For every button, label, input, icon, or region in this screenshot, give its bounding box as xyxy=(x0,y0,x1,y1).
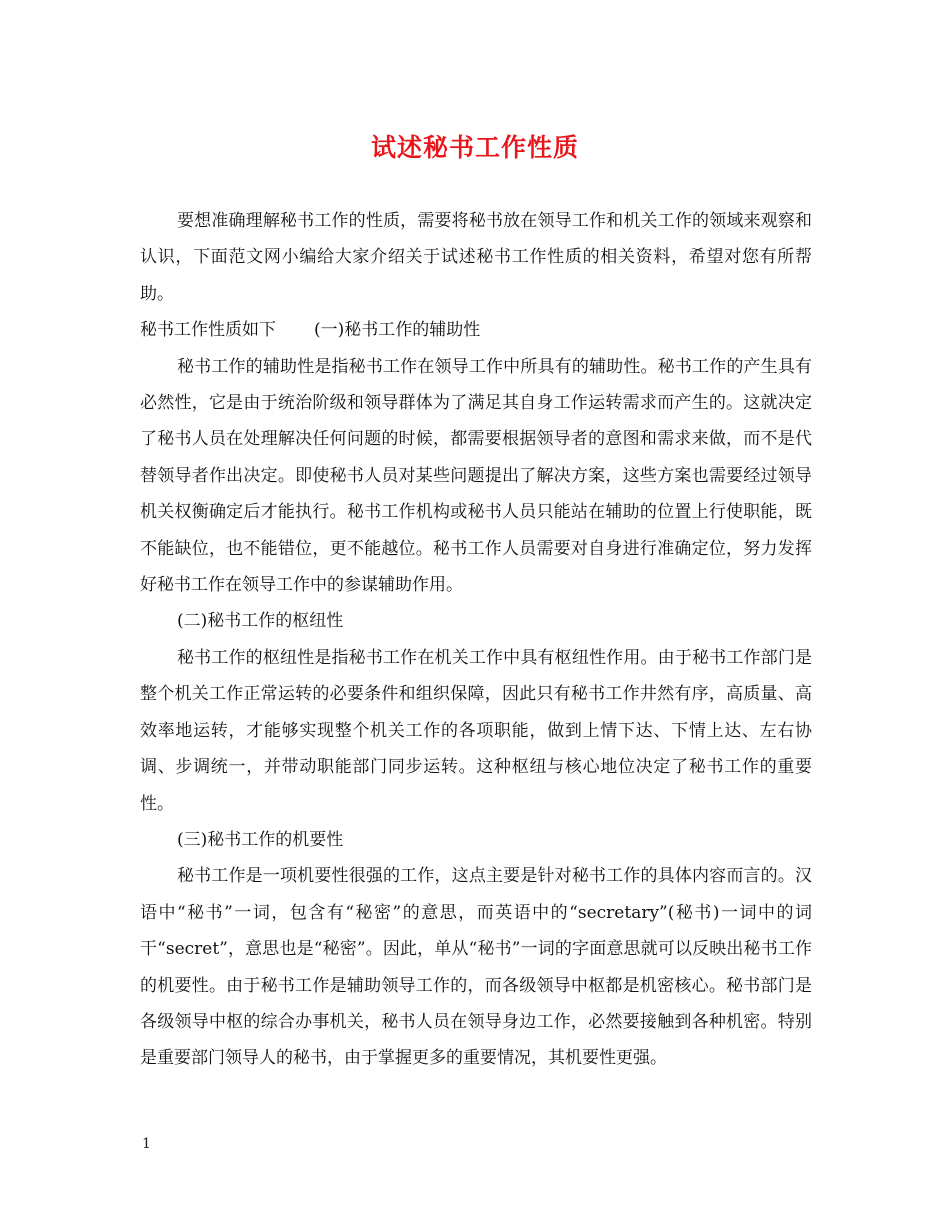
document-title: 试述秘书工作性质 xyxy=(370,133,579,162)
section-3-paragraph: 秘书工作是一项机要性很强的工作，这点主要是针对秘书工作的具体内容而言的。汉语中“秘书”一词，包含有“秘密”的意思，而英语中的“secretary”(秘书)一词中的词干“secret”，意思也是“秘密”。因此，单从“秘书”一词的字面意思就可以反映出秘书工作的机要性。由于秘书工作是辅助领导工作的，而各级领导中枢都是机密核心。秘书部门是各级领导中枢的综合办事机关，秘书人员在领导身边工作，必然要接触到各种机密。特别是重要部门领导人的秘书，由于掌握更多的重要情况，其机要性更强。 xyxy=(140,866,812,1069)
document-body xyxy=(140,203,812,1077)
section-intro-line xyxy=(140,312,812,348)
section-heading-1: (一)秘书工作的辅助性 xyxy=(314,320,481,341)
intro-label: 秘书工作性质如下 xyxy=(140,320,276,341)
page-number: 1 xyxy=(142,1136,151,1152)
section-2-paragraph: 秘书工作的枢纽性是指秘书工作在机关工作中具有枢纽性作用。由于秘书工作部门是整个机关工作正常运转的必要条件和组织保障，因此只有秘书工作井然有序，高质量、高效率地运转，才能够实现整个机关工作的各项职能，做到上情下达、下情上达、左右协调、步调统一，并带动职能部门同步运转。这种枢纽与核心地位决定了秘书工作的重要性。 xyxy=(140,647,812,814)
section-1-paragraph: 秘书工作的辅助性是指秘书工作在领导工作中所具有的辅助性。秘书工作的产生具有必然性，它是由于统治阶级和领导群体为了满足其自身工作运转需求而产生的。这就决定了秘书人员在处理解决任何问题的时候，都需要根据领导者的意图和需求来做，而不是代替领导者作出决定。即使秘书人员对某些问题提出了解决方案，这些方案也需要经过领导机关权衡确定后才能执行。秘书工作机构或秘书人员只能站在辅助的位置上行使职能，既不能缺位，也不能错位，更不能越位。秘书工作人员需要对自身进行准确定位，努力发挥好秘书工作在领导工作中的参谋辅助作用。 xyxy=(140,356,812,596)
section-heading-3: (三)秘书工作的机要性 xyxy=(177,829,344,850)
section-heading-2: (二)秘书工作的枢纽性 xyxy=(177,611,344,632)
intro-paragraph: 要想准确理解秘书工作的性质，需要将秘书放在领导工作和机关工作的领域来观察和认识，下面范文网小编给大家介绍关于试述秘书工作性质的相关资料，希望对您有所帮助。 xyxy=(140,211,812,304)
